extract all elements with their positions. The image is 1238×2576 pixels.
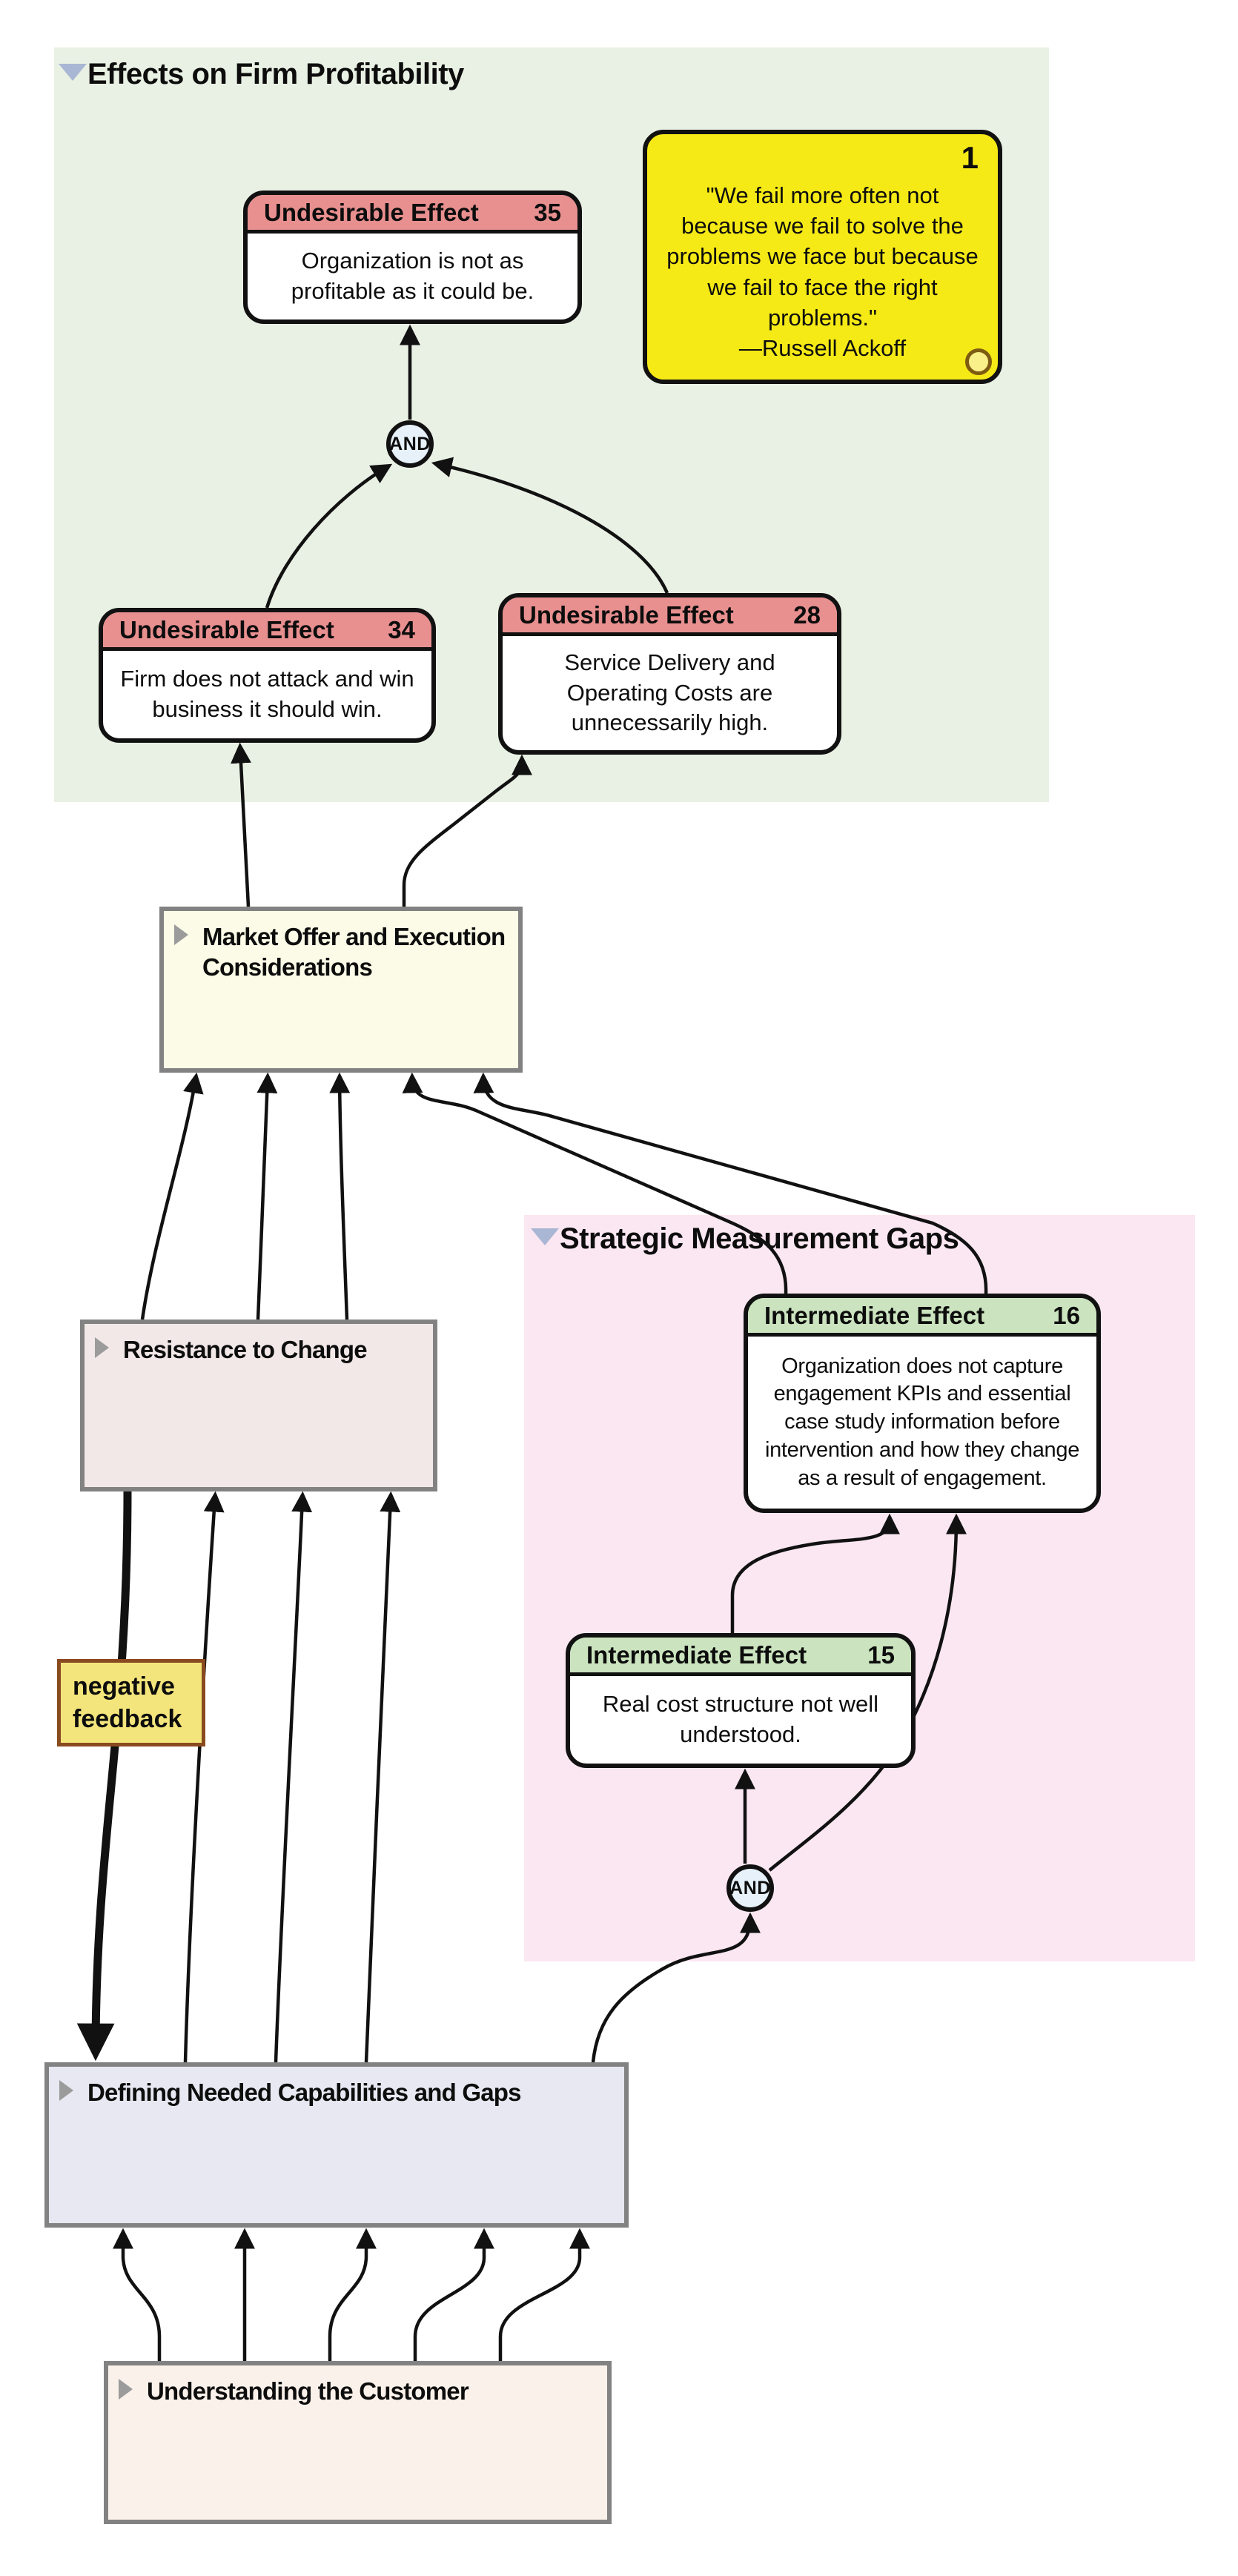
node-header	[748, 1298, 1096, 1337]
edge-resistance-to-market-3	[340, 1079, 347, 1320]
group-title: Understanding the Customer	[147, 2377, 469, 2405]
note-attribution: —Russell Ackoff	[738, 335, 907, 362]
edge-resistance-to-market-1	[142, 1079, 196, 1320]
edge-ude34-to-and1	[267, 467, 387, 608]
expand-triangle-icon[interactable]	[174, 924, 188, 945]
region-title: Strategic Measurement Gaps	[560, 1222, 959, 1255]
edge-market-to-ude34	[240, 749, 248, 907]
edge-understanding-to-defining-1	[123, 2234, 159, 2361]
edge-negative-feedback	[96, 1491, 128, 2046]
node-header	[570, 1638, 911, 1676]
group-understanding-the-customer[interactable]	[104, 2361, 612, 2524]
expand-triangle-icon[interactable]	[95, 1337, 109, 1358]
and-junction-1[interactable]: AND	[386, 420, 434, 468]
edge-understanding-to-defining-4	[415, 2234, 484, 2361]
note-resize-handle-icon[interactable]	[965, 348, 992, 375]
node-id: 28	[793, 600, 821, 629]
group-title: Market Offer and Execution Considerations	[202, 923, 506, 981]
node-ude-35[interactable]	[243, 191, 582, 324]
node-text: Organization does not capture engagement KPIs and essential case study information before intervention and how they change as a result of engagement.	[764, 1354, 1080, 1490]
note-text	[662, 180, 983, 363]
group-market-offer-and-execution-considerations[interactable]	[159, 907, 523, 1073]
node-type-label: Intermediate Effect	[764, 1301, 985, 1329]
node-type-label: Undesirable Effect	[119, 615, 334, 643]
edge-understanding-to-defining-3	[330, 2234, 366, 2361]
edge-resistance-to-market-2	[258, 1079, 268, 1320]
node-type-label: Intermediate Effect	[586, 1640, 807, 1669]
node-ude-28[interactable]	[498, 593, 841, 755]
group-title: Resistance to Change	[123, 1336, 367, 1363]
annotation-note[interactable]	[643, 130, 1002, 384]
edge-defining-to-resistance-2	[276, 1497, 302, 2062]
node-type-label: Undesirable Effect	[519, 600, 734, 629]
edge-ie16-to-market-5	[483, 1079, 986, 1294]
edge-ie16-to-market-4	[412, 1079, 786, 1294]
node-header	[248, 195, 577, 234]
node-text: Firm does not attack and win business it should win.	[120, 666, 414, 722]
node-ie-15[interactable]	[566, 1633, 916, 1768]
node-header	[503, 597, 837, 636]
node-ie-16[interactable]	[744, 1294, 1101, 1513]
edge-defining-to-resistance-3	[366, 1497, 391, 2062]
region-title: Effects on Firm Profitability	[87, 58, 464, 90]
node-header	[103, 612, 431, 651]
expand-triangle-icon[interactable]	[59, 2080, 73, 2101]
node-id: 15	[867, 1640, 895, 1669]
edge-label-negative-feedback[interactable]: negative feedback	[57, 1659, 205, 1746]
edge-ie15-to-ie16	[732, 1520, 890, 1633]
node-type-label: Undesirable Effect	[264, 198, 479, 226]
and-junction-2[interactable]: AND	[726, 1864, 774, 1912]
edge-understanding-to-defining-5	[500, 2234, 580, 2361]
note-quote: "We fail more often not because we fail to solve the problems we face but because we fail to face the right problems."	[666, 182, 979, 331]
edge-defining-to-and2	[593, 1918, 750, 2062]
expand-triangle-icon[interactable]	[119, 2379, 133, 2400]
node-text: Service Delivery and Operating Costs are unnecessarily high.	[564, 649, 775, 736]
edge-ude28-to-and1	[437, 464, 667, 593]
edge-market-to-ude28	[404, 761, 522, 907]
node-id: 34	[388, 615, 415, 643]
group-title: Defining Needed Capabilities and Gaps	[87, 2079, 521, 2106]
node-text: Real cost structure not well understood.	[602, 1691, 879, 1747]
group-resistance-to-change[interactable]	[80, 1320, 437, 1491]
group-defining-needed-capabilities-and-gaps[interactable]	[44, 2062, 629, 2228]
note-id: 1	[961, 140, 979, 175]
edge-defining-to-resistance-1	[185, 1497, 215, 2062]
node-ude-34[interactable]	[99, 608, 436, 743]
node-id: 16	[1053, 1301, 1080, 1329]
node-id: 35	[534, 198, 561, 226]
node-text: Organization is not as profitable as it could be.	[291, 248, 534, 304]
